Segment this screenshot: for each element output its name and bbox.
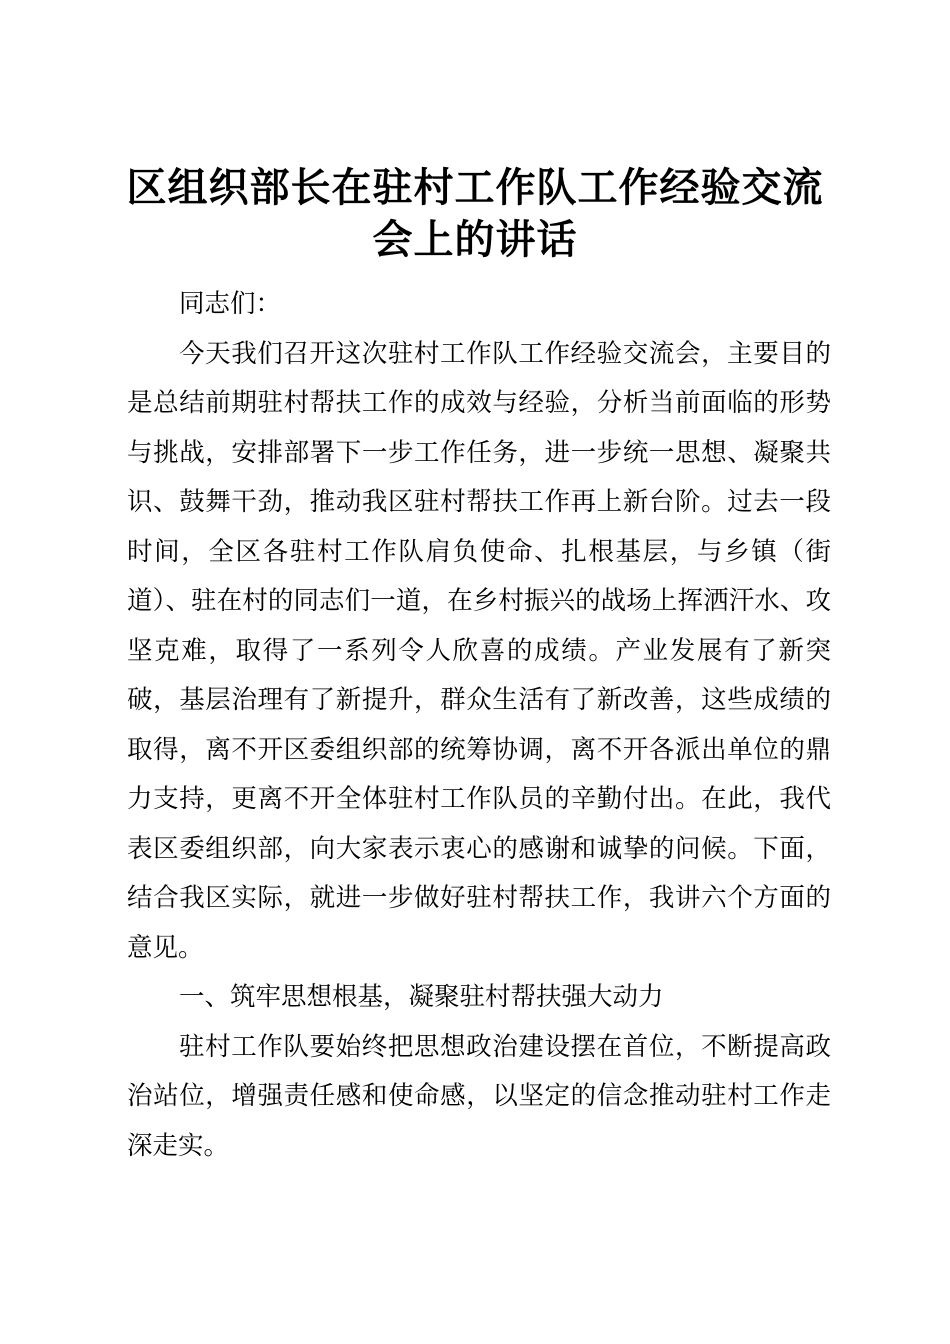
document-title: 区组织部长在驻村工作队工作经验交流会上的讲话 xyxy=(126,165,824,263)
section-heading-1: 一、筑牢思想根基，凝聚驻村帮扶强大动力 xyxy=(179,982,664,1012)
paragraph-section-1: 驻村工作队要始终把思想政治建设摆在首位，不断提高政治站位，增强责任感和使命感，以坚定的信念推动驻村工作走深走实。 xyxy=(127,1031,831,1161)
document-body xyxy=(127,280,831,1171)
salutation: 同志们： xyxy=(179,289,282,319)
paragraph-intro: 今天我们召开这次驻村工作队工作经验交流会，主要目的是总结前期驻村帮扶工作的成效与经验，分析当前面临的形势与挑战，安排部署下一步工作任务，进一步统一思想、凝聚共识、鼓舞干劲，推动我区驻村帮扶工作再上新台阶。过去一段时间，全区各驻村工作队肩负使命、扎根基层，与乡镇（街道）、驻在村的同志们一道，在乡村振兴的战场上挥洒汗水、攻坚克难，取得了一系列令人欣喜的成绩。产业发展有了新突破，基层治理有了新提升，群众生活有了新改善，这些成绩的取得，离不开区委组织部的统筹协调，离不开各派出单位的鼎力支持，更离不开全体驻村工作队员的辛勤付出。在此，我代表区委组织部，向大家表示衷心的感谢和诚挚的问候。下面，结合我区实际，就进一步做好驻村帮扶工作，我讲六个方面的意见。 xyxy=(127,338,831,963)
